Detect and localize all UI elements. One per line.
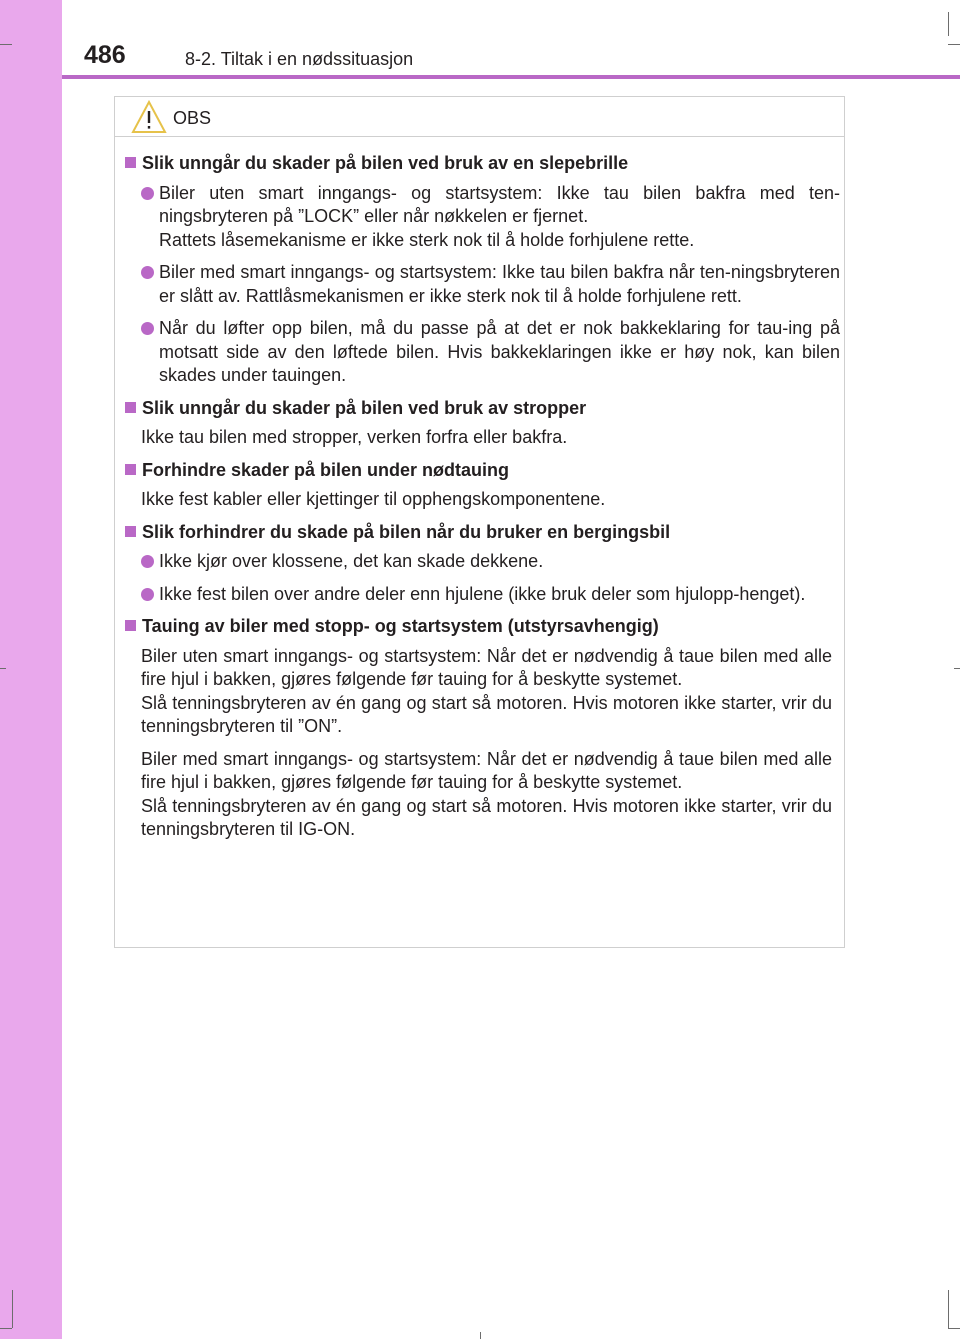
header-rule (62, 75, 960, 79)
crop-mark (0, 1328, 12, 1329)
warning-triangle-icon (131, 100, 167, 134)
bullet-text: Når du løfter opp bilen, må du passe på at det er nok bakkeklaring for tau-ing på motsatt side av den løftede bilen. Hvis bakkeklaringen ikke er høy nok, kan bilen skades under tauingen. (159, 318, 840, 385)
paragraph-text: Biler uten smart inngangs- og startsystem: Når det er nødvendig å taue bilen med alle fire hjul i bakken, gjøres følgende før tauing for å beskytte systemet. (141, 645, 832, 689)
section-title: 8-2. Tiltak i en nødssituasjon (185, 49, 414, 69)
list-item (124, 317, 840, 388)
crop-mark (954, 668, 960, 669)
bullet-text: Biler uten smart inngangs- og startsystem: Ikke tau bilen bakfra med ten-ningsbryteren på ”LOCK” eller når nøkkelen er fjernet. (159, 182, 840, 226)
heading-text: Forhindre skader på bilen under nødtauing (142, 459, 510, 480)
round-bullet-icon (141, 588, 154, 601)
bullet-text: Ikke fest bilen over andre deler enn hjulene (ikke bruk deler som hjulopp-henget). (159, 583, 806, 604)
square-bullet-icon (125, 526, 136, 537)
caution-content (124, 152, 840, 851)
crop-mark (0, 668, 6, 669)
square-bullet-icon (125, 464, 136, 475)
section-text: Ikke tau bilen med stropper, verken forfra eller bakfra. (141, 427, 568, 447)
section-heading (124, 459, 840, 483)
paragraph-text: Slå tenningsbryteren av én gang og start så motoren. Hvis motoren ikke starter, vrir du tenningsbryteren til ”ON”. (141, 692, 832, 736)
paragraph-text: Biler med smart inngangs- og startsystem: Når det er nødvendig å taue bilen med alle fire hjul i bakken, gjøres følgende før tauing for å beskytte systemet. (141, 748, 832, 792)
caution-title: OBS (173, 108, 212, 128)
section-heading (124, 615, 840, 639)
crop-mark (948, 1328, 960, 1329)
square-bullet-icon (125, 620, 136, 631)
heading-text: Tauing av biler med stopp- og startsystem (utstyrsavhengig) (142, 616, 659, 636)
round-bullet-icon (141, 555, 154, 568)
section-heading (124, 152, 840, 176)
caution-header (115, 97, 844, 137)
crop-mark (948, 1290, 949, 1328)
bullet-text: Biler med smart inngangs- og startsystem: Ikke tau bilen bakfra når ten-ningsbryteren er slått av. Rattlåsmekanismen er ikke sterk nok til å holde forhjulene rett. (159, 262, 840, 306)
bullet-text: Rattets låsemekanisme er ikke sterk nok til å holde forhjulene rette. (159, 229, 695, 250)
section-paragraph (124, 645, 840, 739)
round-bullet-icon (141, 187, 154, 200)
square-bullet-icon (125, 157, 136, 168)
round-bullet-icon (141, 266, 154, 279)
list-item (124, 261, 840, 308)
crop-mark (0, 44, 12, 45)
side-color-band (0, 0, 62, 1339)
heading-text: Slik unngår du skader på bilen ved bruk av en slepebrille (142, 153, 629, 173)
round-bullet-icon (141, 322, 154, 335)
section-heading (124, 397, 840, 421)
crop-mark (948, 44, 960, 45)
crop-mark (480, 1332, 481, 1339)
page-number: 486 (84, 41, 126, 69)
section-heading (124, 521, 840, 545)
section-text: Ikke fest kabler eller kjettinger til opphengskomponentene. (141, 489, 606, 509)
list-item (124, 583, 840, 607)
heading-text: Slik forhindrer du skade på bilen når du bruker en bergingsbil (142, 521, 671, 542)
crop-mark (948, 12, 949, 36)
list-item (124, 182, 840, 253)
caution-box (114, 96, 845, 948)
heading-text: Slik unngår du skader på bilen ved bruk av stropper (142, 397, 587, 418)
list-item (124, 550, 840, 574)
crop-mark (12, 1290, 13, 1328)
section-paragraph (124, 748, 840, 842)
square-bullet-icon (125, 402, 136, 413)
bullet-text: Ikke kjør over klossene, det kan skade dekkene. (159, 551, 544, 571)
paragraph-text: Slå tenningsbryteren av én gang og start så motoren. Hvis motoren ikke starter, vrir du tenningsbryteren til IG-ON. (141, 795, 832, 839)
